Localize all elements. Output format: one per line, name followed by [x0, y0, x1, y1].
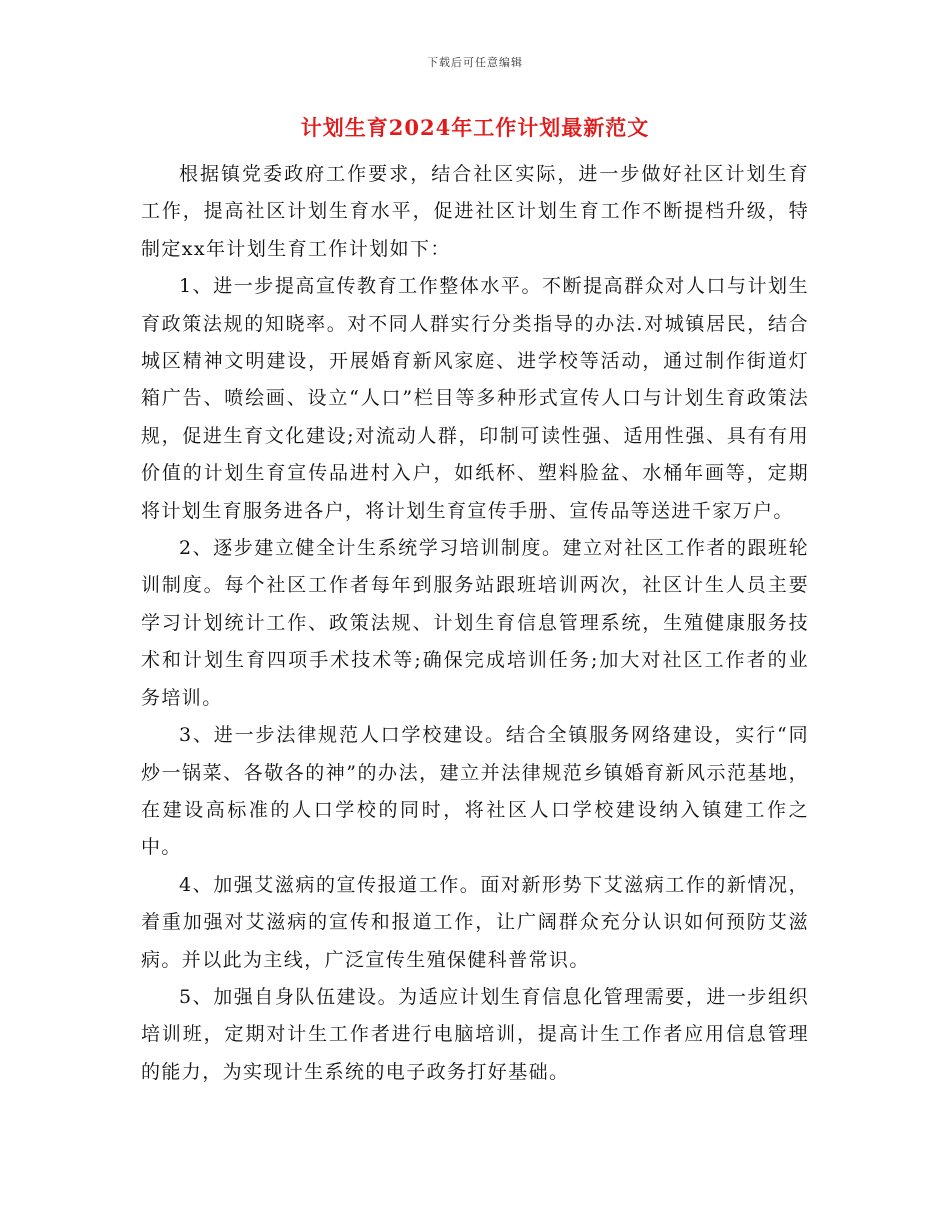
paragraph-5: 5、加强自身队伍建设。为适应计划生育信息化管理需要，进一步组织培训班，定期对计生工作者进行电脑培训，提高计生工作者应用信息管理的能力，为实现计生系统的电子政务打好基础。: [141, 985, 809, 1083]
paragraph-3: 3、进一步法律规范人口学校建设。结合全镇服务网络建设，实行“同炒一锅菜、各敬各的神”的办法，建立并法律规范乡镇婚育新风示范基地，在建设高标准的人口学校的同时，将社区人口学校建设纳入镇建工作之中。: [141, 724, 809, 859]
paragraph-1: 1、进一步提高宣传教育工作整体水平。不断提高群众对人口与计划生育政策法规的知晓率。对不同人群实行分类指导的办法.对城镇居民，结合城区精神文明建设，开展婚育新风家庭、进学校等活动，通过制作街道灯箱广告、喷绘画、设立“人口”栏目等多种形式宣传人口与计划生育政策法规，促进生育文化建设;对流动人群，印制可读性强、适用性强、具有有用价值的计划生育宣传品进村入户，如纸杯、塑料脸盆、水桶年画等，定期将计划生育服务进各户，将计划生育宣传手册、宣传品等送进千家万户。: [141, 275, 809, 522]
document-body: [141, 156, 809, 1091]
document-title: 计划生育2024年工作计划最新范文: [300, 115, 650, 140]
paragraph-4: 4、加强艾滋病的宣传报道工作。面对新形势下艾滋病工作的新情况，着重加强对艾滋病的宣传和报道工作，让广阔群众充分认识如何预防艾滋病。并以此为主线，广泛宣传生殖保健科普常识。: [141, 873, 809, 971]
paragraph-intro: 根据镇党委政府工作要求，结合社区实际，进一步做好社区计划生育工作，提高社区计划生育水平，促进社区计划生育工作不断提档升级，特制定xx年计划生育工作计划如下：: [141, 163, 809, 260]
paragraph-2: 2、逐步建立健全计生系统学习培训制度。建立对社区工作者的跟班轮训制度。每个社区工作者每年到服务站跟班培训两次，社区计生人员主要学习计划统计工作、政策法规、计划生育信息管理系统，生殖健康服务技术和计划生育四项手术技术等;确保完成培训任务;加大对社区工作者的业务培训。: [141, 537, 809, 709]
header-note: 下载后可任意编辑: [427, 56, 523, 69]
